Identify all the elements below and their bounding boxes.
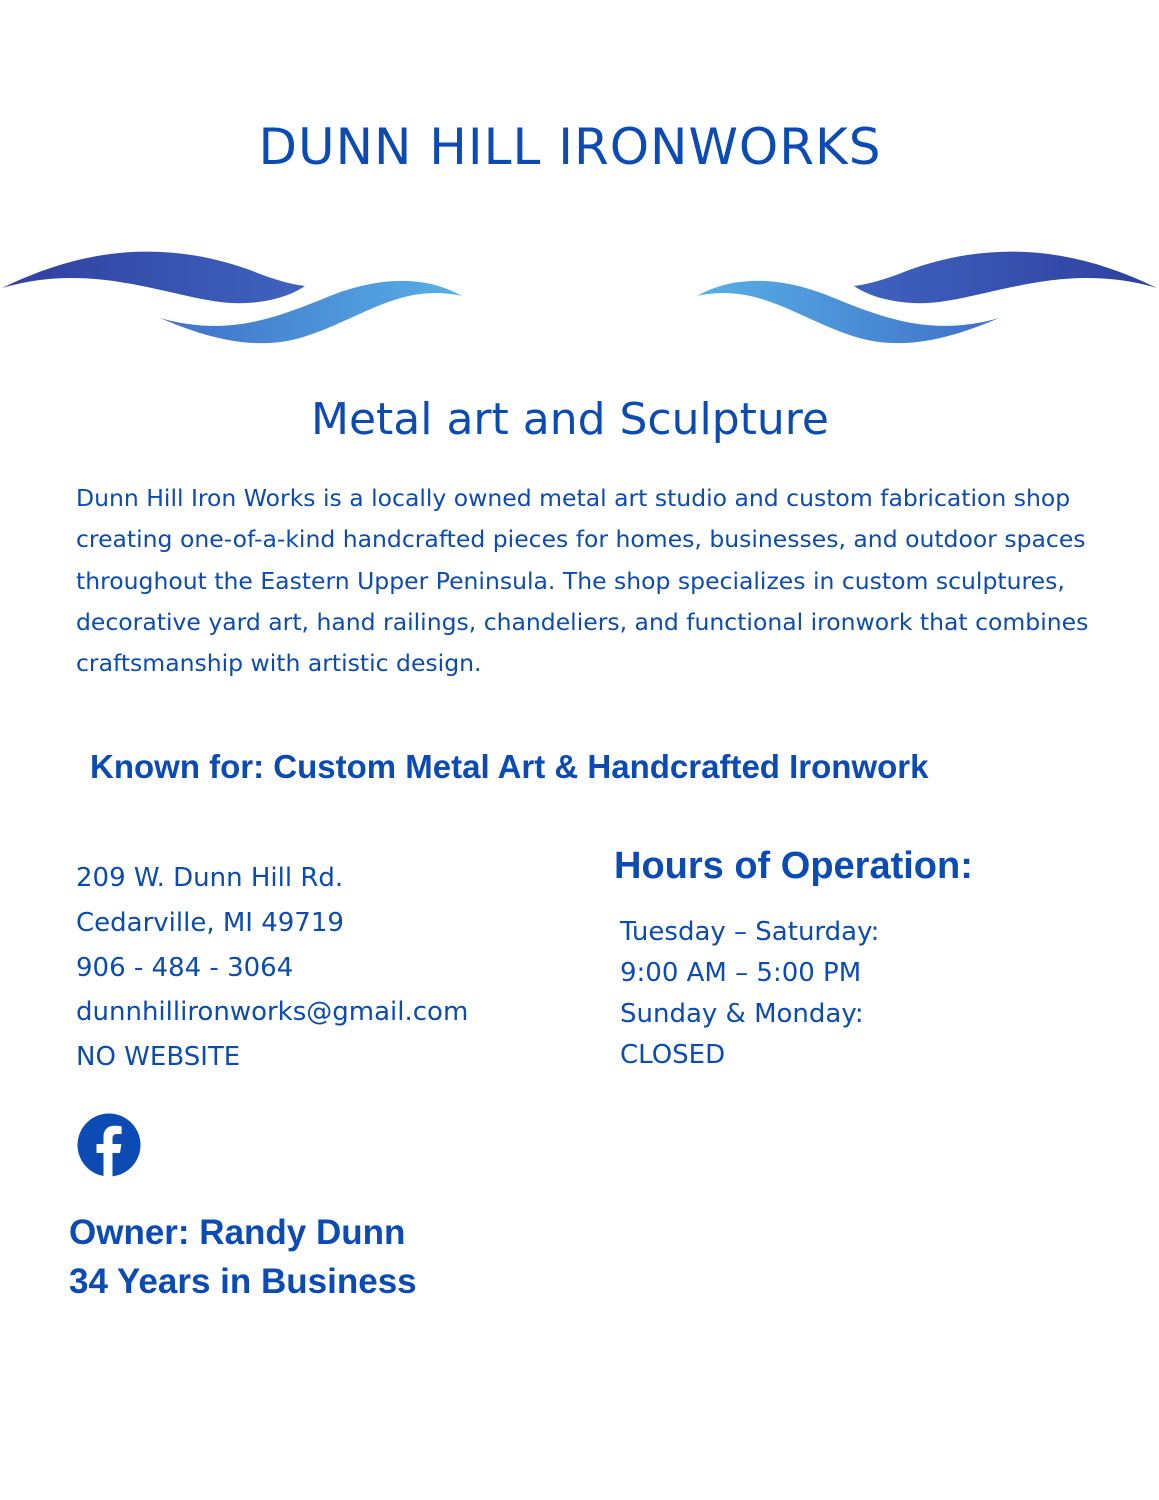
facebook-icon[interactable] (77, 1113, 141, 1177)
decorative-waves (0, 230, 1159, 360)
address-line-2: Cedarville, MI 49719 (76, 907, 344, 938)
years-in-business: 34 Years in Business (69, 1262, 417, 1301)
hours-list (620, 912, 1100, 1076)
phone-number: 906 - 484 - 3064 (76, 952, 294, 983)
contact-info (76, 856, 596, 1080)
left-wave (2, 252, 462, 344)
email-address: dunnhillironworks@gmail.com (76, 997, 469, 1028)
hours-line-2: 9:00 AM – 5:00 PM (620, 958, 862, 988)
owner-name: Owner: Randy Dunn (69, 1213, 406, 1252)
hours-line-4: CLOSED (620, 1040, 726, 1070)
page-subtitle: Metal art and Sculpture (310, 394, 829, 445)
business-description: Dunn Hill Iron Works is a locally owned metal art studio and custom fabrication shop creating one-of-a-kind handcrafted pieces for homes, businesses, and outdoor spaces throughout the Eastern Upper Peninsula. The shop specializes in custom sculptures, decorative yard art, hand railings, chandeliers, and functional ironwork that combines craftsmanship with artistic design. (76, 484, 1089, 678)
known-for-heading: Known for: Custom Metal Art & Handcrafted Ironwork (90, 748, 929, 785)
website-note: NO WEBSITE (76, 1042, 241, 1073)
address-line-1: 209 W. Dunn Hill Rd. (76, 863, 344, 893)
owner-info (69, 1208, 669, 1306)
hours-line-3: Sunday & Monday: (620, 999, 864, 1029)
hours-heading: Hours of Operation: (614, 845, 973, 887)
right-wave (697, 252, 1157, 344)
page-title: DUNN HILL IRONWORKS (258, 118, 882, 176)
hours-line-1: Tuesday – Saturday: (620, 917, 880, 947)
